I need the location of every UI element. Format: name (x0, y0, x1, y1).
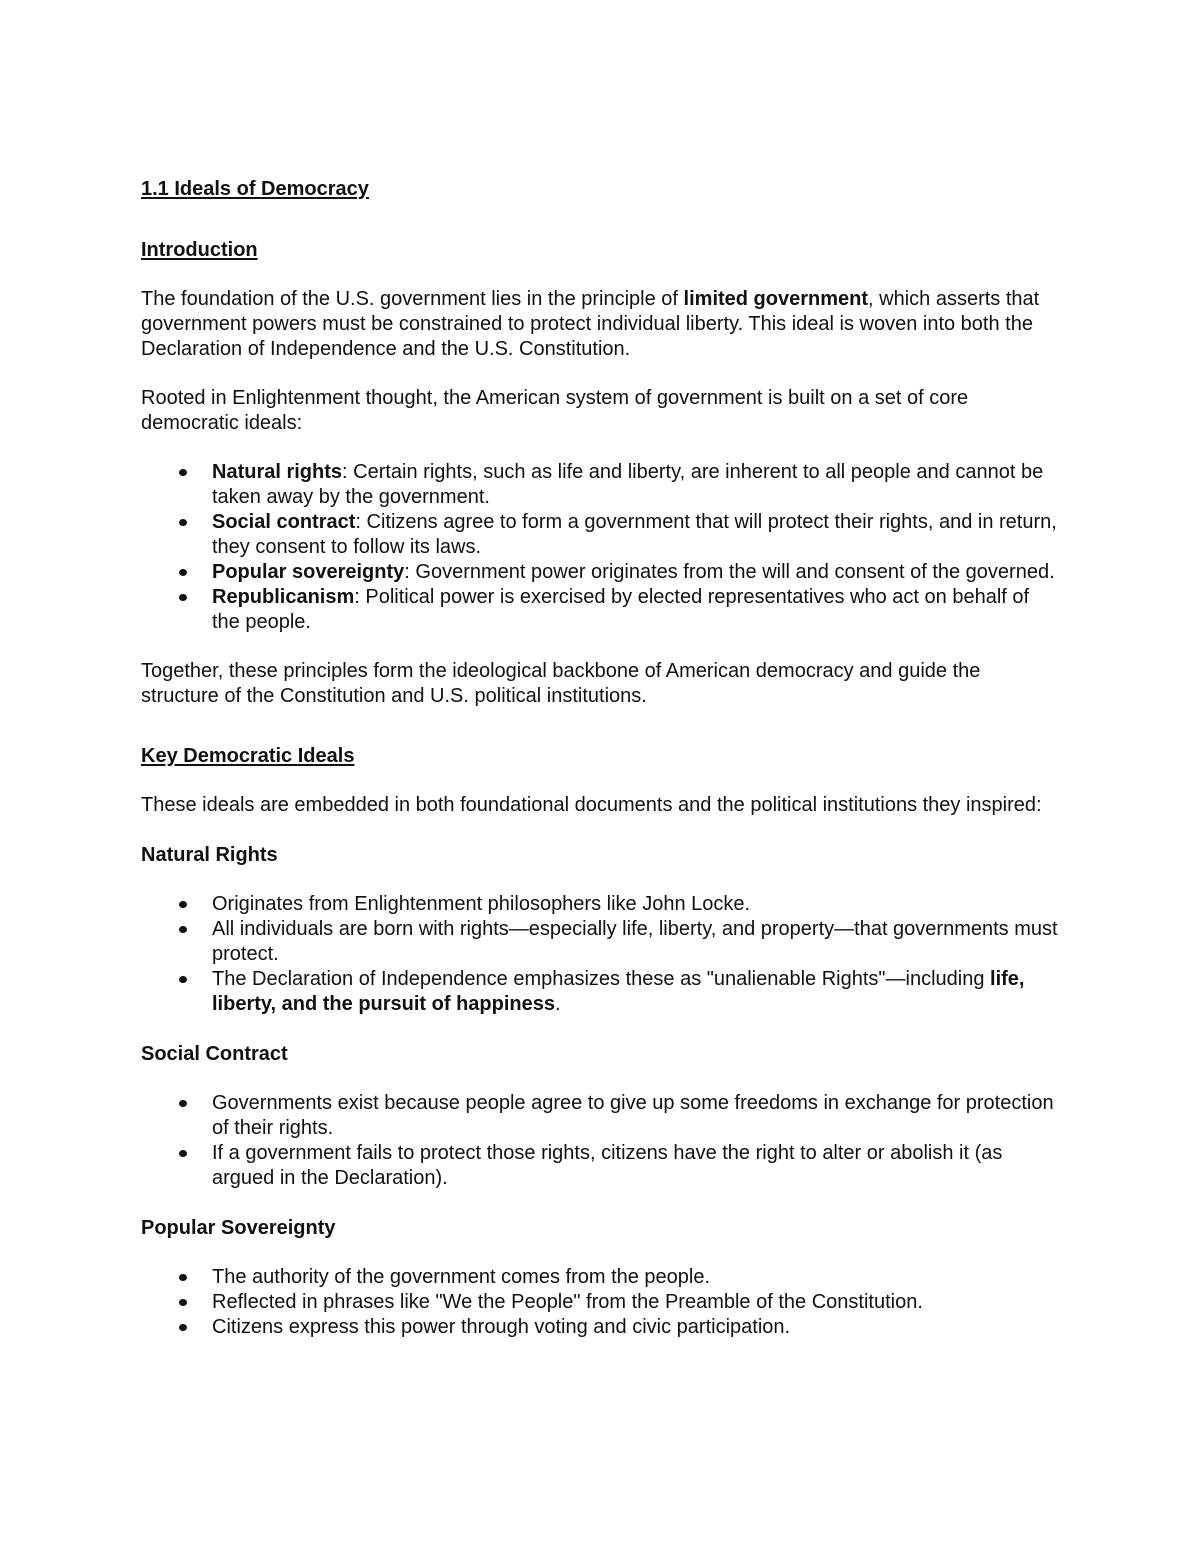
social-contract-list (141, 1091, 1060, 1191)
natural-rights-list (141, 892, 1060, 1017)
item-bold-phrase: life, liberty, and the pursuit of happiness (212, 968, 1025, 1015)
list-item (141, 967, 1060, 1017)
ideal-term: Natural rights (212, 461, 343, 483)
document-title: 1.1 Ideals of Democracy (141, 178, 369, 200)
list-item: The authority of the government comes from the people. (141, 1265, 1060, 1290)
natural-rights-heading: Natural Rights (141, 844, 278, 866)
key-ideals-intro: These ideals are embedded in both foundational documents and the political institutions they inspired: (141, 794, 1042, 816)
introduction-paragraph-2: Rooted in Enlightenment thought, the American system of government is built on a set of core democratic ideals: (141, 387, 969, 434)
popular-sovereignty-list (141, 1265, 1060, 1340)
list-item: Governments exist because people agree to give up some freedoms in exchange for protection of their rights. (141, 1091, 1060, 1141)
list-item (141, 585, 1060, 635)
list-item: Reflected in phrases like "We the People" from the Preamble of the Constitution. (141, 1290, 1060, 1315)
ideal-term: Republicanism (212, 586, 355, 608)
key-ideals-heading: Key Democratic Ideals (141, 745, 355, 767)
list-item (141, 560, 1060, 585)
introduction-paragraph-3: Together, these principles form the ideological backbone of American democracy and guide the structure of the Constitution and U.S. political institutions. (141, 660, 981, 707)
list-item: Citizens express this power through voting and civic participation. (141, 1315, 1060, 1340)
list-item: If a government fails to protect those rights, citizens have the right to alter or abolish it (as argued in the Declaration). (141, 1141, 1060, 1191)
ideal-description: : Political power is exercised by elected representatives who act on behalf of the people. (212, 586, 1030, 633)
ideal-description: : Government power originates from the will and consent of the governed. (404, 561, 1055, 583)
item-text-before: The Declaration of Independence emphasizes these as "unalienable Rights"—including (212, 968, 991, 990)
list-item (141, 510, 1060, 560)
list-item (141, 460, 1060, 510)
ideal-term: Popular sovereignty (212, 561, 405, 583)
social-contract-heading: Social Contract (141, 1043, 288, 1065)
introduction-paragraph-1 (141, 287, 1060, 362)
limited-government-term: limited government (683, 288, 869, 310)
ideal-description: : Certain rights, such as life and liberty, are inherent to all people and cannot be taken away by the government. (212, 461, 1044, 508)
intro-p1-text-before: The foundation of the U.S. government lies in the principle of (141, 288, 684, 310)
core-ideals-list (141, 460, 1060, 635)
intro-p1-text-after: , which asserts that government powers must be constrained to protect individual liberty. This ideal is woven into both the Declaration of Independence and the U.S. Constitution. (141, 288, 1040, 360)
item-text-after: . (555, 993, 561, 1015)
list-item: Originates from Enlightenment philosophers like John Locke. (141, 892, 1060, 917)
list-item: All individuals are born with rights—especially life, liberty, and property—that governments must protect. (141, 917, 1060, 967)
popular-sovereignty-heading: Popular Sovereignty (141, 1217, 336, 1239)
ideal-description: : Citizens agree to form a government that will protect their rights, and in return, they consent to follow its laws. (212, 511, 1057, 558)
ideal-term: Social contract (212, 511, 356, 533)
introduction-heading: Introduction (141, 239, 258, 261)
